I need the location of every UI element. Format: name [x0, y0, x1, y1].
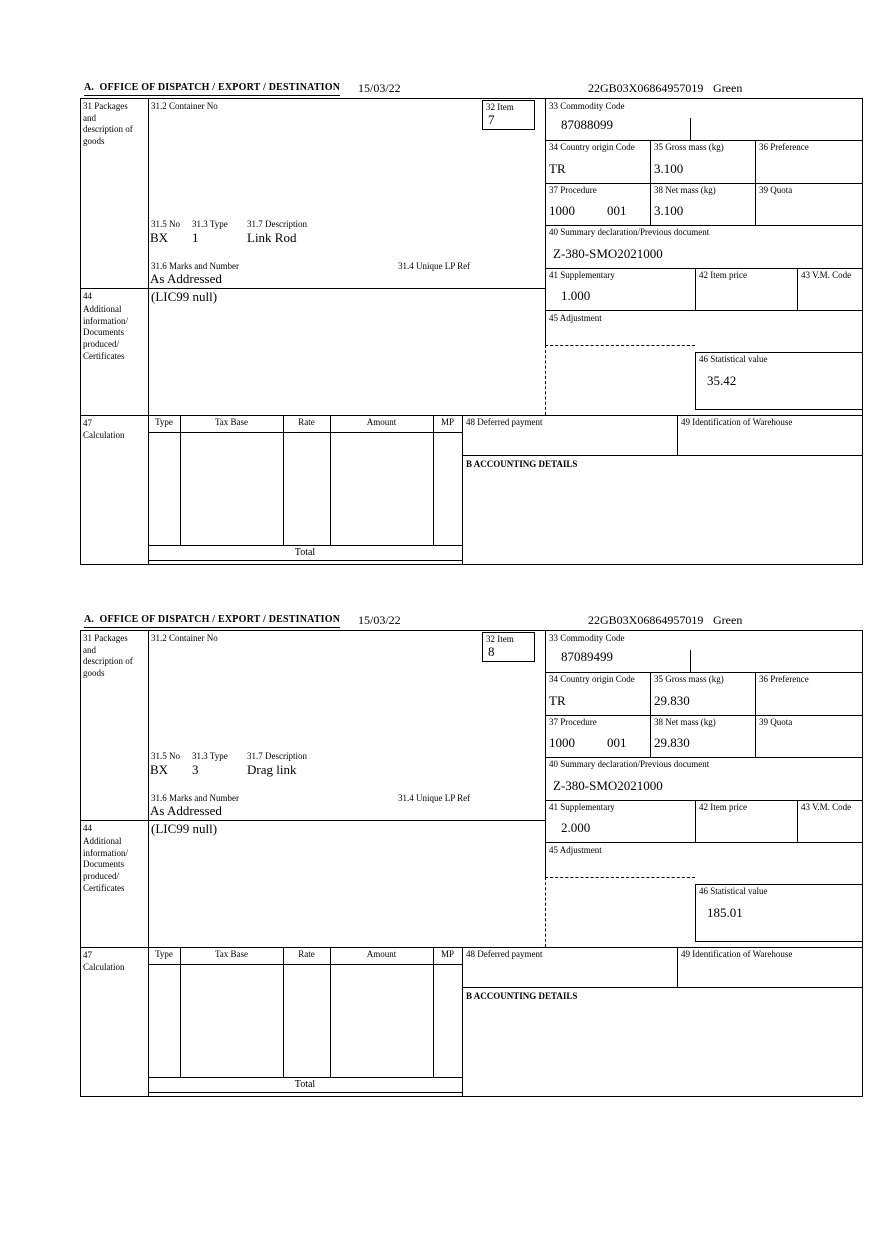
statistical-value: 35.42 [707, 373, 737, 388]
box-44-label: Additional information/ Documents produced/ Certificates [83, 836, 128, 893]
box-48-deferred-payment-label: 48 Deferred payment [466, 949, 543, 959]
package-count: 3 [192, 762, 199, 777]
divider [797, 800, 798, 842]
box-31-5-no-label: 31.5 No [151, 219, 180, 229]
declaration-item-section [80, 612, 864, 1100]
box-40-previous-document-label: 40 Summary declaration/Previous document [549, 759, 710, 769]
table-column-divider [283, 415, 284, 545]
item-number: 8 [488, 644, 495, 659]
section-a-title: A. OFFICE OF DISPATCH / EXPORT / DESTINATION [84, 82, 340, 96]
declaration-item-section [80, 80, 864, 568]
box-44-number: 44 [83, 291, 92, 301]
box-34-country-origin-label: 34 Country origin Code [549, 142, 635, 152]
box-45-adjustment-label: 45 Adjustment [549, 313, 602, 323]
col-header-rate: Rate [298, 417, 315, 427]
table-column-divider [330, 947, 331, 1077]
box-33-commodity-code-label: 33 Commodity Code [549, 101, 625, 111]
package-count: 1 [192, 230, 199, 245]
divider [148, 630, 149, 1097]
box-37-procedure-label: 37 Procedure [549, 185, 597, 195]
divider [462, 947, 463, 1097]
table-column-divider [180, 947, 181, 1077]
box-37-procedure-label: 37 Procedure [549, 717, 597, 727]
form-border-frame [80, 98, 863, 565]
box-46-statistical-value-label: 46 Statistical value [699, 886, 768, 896]
col-header-rate: Rate [298, 949, 315, 959]
col-header-mp: MP [440, 949, 454, 959]
box-41-supplementary-label: 41 Supplementary [549, 802, 615, 812]
box-42-item-price-label: 42 Item price [699, 270, 747, 280]
procedure-code-2: 001 [607, 203, 627, 218]
box-31-6-marks-label: 31.6 Marks and Number [151, 793, 239, 803]
previous-document: Z-380-SMO2021000 [553, 778, 663, 793]
table-column-divider [433, 415, 434, 545]
divider [545, 140, 863, 141]
divider [545, 310, 863, 311]
commodity-code-separator [690, 118, 691, 140]
net-mass: 3.100 [654, 203, 684, 218]
box-40-previous-document-label: 40 Summary declaration/Previous document [549, 227, 710, 237]
box-31-packages-label: 31 Packages and description of goods [83, 633, 133, 679]
divider [695, 268, 696, 310]
supplementary-units: 1.000 [561, 288, 591, 303]
box-31-4-unique-lp-ref-label: 31.4 Unique LP Ref [398, 793, 471, 803]
box-47-calculation-label: 47 Calculation [83, 950, 125, 972]
procedure-code: 1000 [549, 203, 575, 218]
col-header-amount: Amount [366, 417, 397, 427]
divider [677, 415, 678, 455]
divider [545, 800, 863, 801]
divider [462, 415, 463, 565]
divider [545, 225, 863, 226]
dashed-divider [545, 345, 546, 415]
divider [462, 987, 863, 988]
total-row-divider [148, 1077, 462, 1078]
table-column-divider [433, 947, 434, 1077]
box-33-commodity-code-label: 33 Commodity Code [549, 633, 625, 643]
commodity-code: 87089499 [561, 649, 613, 664]
table-header-divider [148, 432, 462, 433]
divider [545, 183, 863, 184]
box-31-7-description-label: 31.7 Description [247, 751, 307, 761]
statistical-value: 185.01 [707, 905, 743, 920]
net-mass: 29.830 [654, 735, 690, 750]
divider [148, 98, 149, 565]
total-row-divider [148, 545, 462, 546]
box-31-2-container-no-label: 31.2 Container No [151, 101, 218, 111]
box-42-item-price-label: 42 Item price [699, 802, 747, 812]
divider [80, 415, 863, 416]
divider [80, 820, 545, 821]
marks-and-numbers: As Addressed [150, 803, 222, 818]
box-31-4-unique-lp-ref-label: 31.4 Unique LP Ref [398, 261, 471, 271]
col-header-type: Type [155, 949, 173, 959]
box-31-2-container-no-label: 31.2 Container No [151, 633, 218, 643]
divider [797, 268, 798, 310]
box-46-statistical-value-label: 46 Statistical value [699, 354, 768, 364]
box-32-item-label: 32 Item [486, 634, 514, 644]
box-32-item-label: 32 Item [486, 102, 514, 112]
divider [545, 268, 863, 269]
divider [677, 947, 678, 987]
box-38-net-mass-label: 38 Net mass (kg) [654, 717, 716, 727]
package-kind-code: BX [150, 230, 169, 245]
col-header-amount: Amount [366, 949, 397, 959]
box-31-3-type-label: 31.3 Type [192, 219, 228, 229]
goods-description: Drag link [247, 762, 297, 777]
col-header-tax-base: Tax Base [214, 949, 249, 959]
form-border-frame [80, 630, 863, 1097]
goods-description: Link Rod [247, 230, 297, 245]
routing-indicator: Green [713, 81, 743, 95]
accounting-details-label: B ACCOUNTING DETAILS [466, 991, 578, 1001]
total-label: Total [294, 547, 316, 558]
procedure-code-2: 001 [607, 735, 627, 750]
box-36-preference-label: 36 Preference [759, 142, 809, 152]
movement-reference-number: 22GB03X06864957019 [588, 81, 704, 95]
gross-mass: 3.100 [654, 161, 684, 176]
additional-information: (LIC99 null) [151, 821, 218, 836]
commodity-code: 87088099 [561, 117, 613, 132]
country-origin-code: TR [549, 693, 566, 708]
previous-document: Z-380-SMO2021000 [553, 246, 663, 261]
box-44-number: 44 [83, 823, 92, 833]
supplementary-units: 2.000 [561, 820, 591, 835]
box-39-quota-label: 39 Quota [759, 717, 793, 727]
movement-reference-number: 22GB03X06864957019 [588, 613, 704, 627]
divider [462, 455, 863, 456]
total-label: Total [294, 1079, 316, 1090]
marks-and-numbers: As Addressed [150, 271, 222, 286]
dashed-divider [545, 877, 695, 878]
box-35-gross-mass-label: 35 Gross mass (kg) [654, 674, 724, 684]
box-49-warehouse-label: 49 Identification of Warehouse [681, 417, 793, 427]
box-38-net-mass-label: 38 Net mass (kg) [654, 185, 716, 195]
accounting-details-label: B ACCOUNTING DETAILS [466, 459, 578, 469]
box-43-vm-code-label: 43 V.M. Code [801, 270, 852, 280]
routing-indicator: Green [713, 613, 743, 627]
col-header-tax-base: Tax Base [214, 417, 249, 427]
dispatch-date: 15/03/22 [358, 81, 401, 95]
table-column-divider [283, 947, 284, 1077]
divider [695, 800, 696, 842]
box-43-vm-code-label: 43 V.M. Code [801, 802, 852, 812]
dashed-divider [545, 345, 695, 346]
divider [545, 672, 863, 673]
box-35-gross-mass-label: 35 Gross mass (kg) [654, 142, 724, 152]
box-31-packages-label: 31 Packages and description of goods [83, 101, 133, 147]
dashed-divider [545, 877, 546, 947]
box-36-preference-label: 36 Preference [759, 674, 809, 684]
table-bottom-divider [148, 560, 462, 561]
box-41-supplementary-label: 41 Supplementary [549, 270, 615, 280]
table-column-divider [180, 415, 181, 545]
section-a-title: A. OFFICE OF DISPATCH / EXPORT / DESTINATION [84, 614, 340, 628]
divider [545, 630, 546, 877]
box-34-country-origin-label: 34 Country origin Code [549, 674, 635, 684]
dispatch-date: 15/03/22 [358, 613, 401, 627]
gross-mass: 29.830 [654, 693, 690, 708]
divider [545, 715, 863, 716]
procedure-code: 1000 [549, 735, 575, 750]
box-31-3-type-label: 31.3 Type [192, 751, 228, 761]
box-47-calculation-label: 47 Calculation [83, 418, 125, 440]
additional-information: (LIC99 null) [151, 289, 218, 304]
package-kind-code: BX [150, 762, 169, 777]
box-48-deferred-payment-label: 48 Deferred payment [466, 417, 543, 427]
divider [80, 947, 863, 948]
box-31-6-marks-label: 31.6 Marks and Number [151, 261, 239, 271]
divider [545, 98, 546, 345]
box-44-label: Additional information/ Documents produced/ Certificates [83, 304, 128, 361]
box-49-warehouse-label: 49 Identification of Warehouse [681, 949, 793, 959]
box-45-adjustment-label: 45 Adjustment [549, 845, 602, 855]
divider [545, 757, 863, 758]
item-number: 7 [488, 112, 495, 127]
box-31-5-no-label: 31.5 No [151, 751, 180, 761]
table-column-divider [330, 415, 331, 545]
divider [545, 842, 863, 843]
table-bottom-divider [148, 1092, 462, 1093]
box-31-7-description-label: 31.7 Description [247, 219, 307, 229]
country-origin-code: TR [549, 161, 566, 176]
col-header-mp: MP [440, 417, 454, 427]
col-header-type: Type [155, 417, 173, 427]
commodity-code-separator [690, 650, 691, 672]
table-header-divider [148, 964, 462, 965]
box-39-quota-label: 39 Quota [759, 185, 793, 195]
divider [80, 288, 545, 289]
